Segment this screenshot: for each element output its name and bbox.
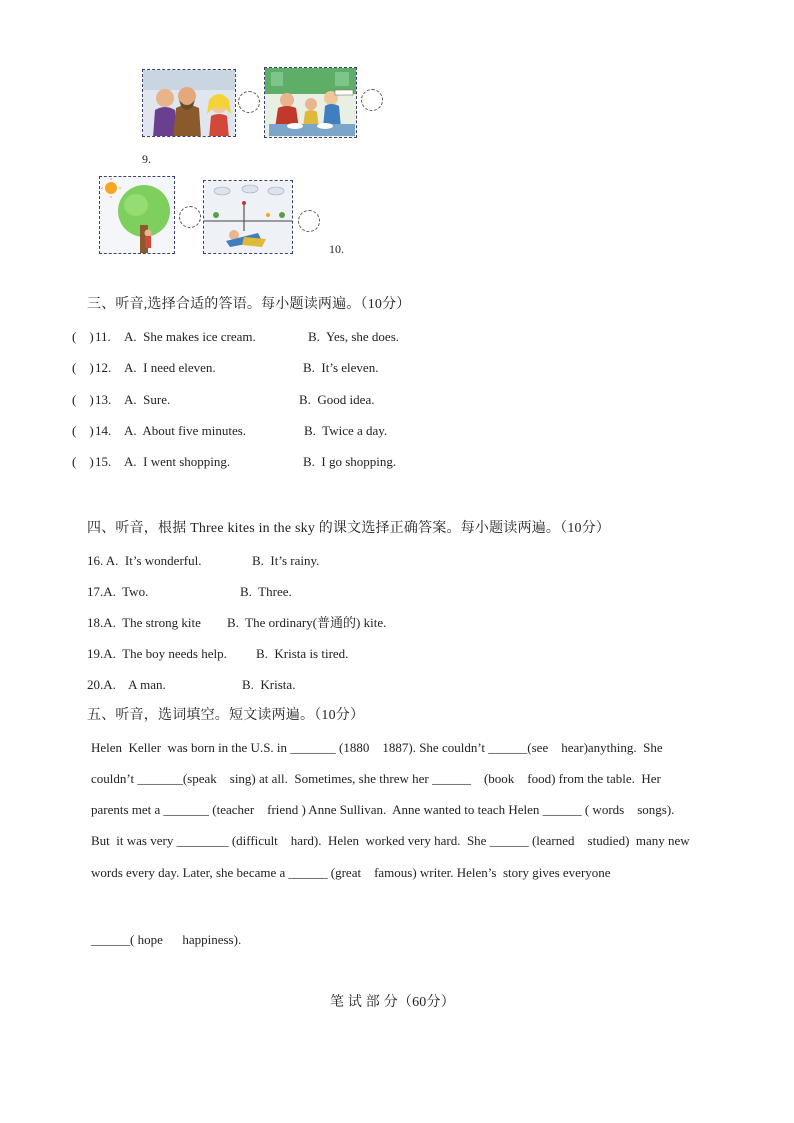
picture-tree-sun xyxy=(99,176,175,254)
picture-dinner-table xyxy=(264,67,357,138)
family-greeting-illustration xyxy=(143,70,236,137)
picture-family-greeting xyxy=(142,69,236,137)
q18-option-a: 18.A. The strong kite xyxy=(87,615,201,630)
q14-number: 14. xyxy=(95,423,112,438)
q15-option-a: A. I went shopping. xyxy=(124,454,231,469)
dinner-table-illustration xyxy=(265,68,357,138)
q15-option-b: B. I go shopping. xyxy=(303,454,397,469)
q15-bracket[interactable]: ( ) xyxy=(72,454,94,469)
q17-option-b: B. Three. xyxy=(240,584,292,599)
q14-option-a: A. About five minutes. xyxy=(124,423,247,438)
passage-line-1: Helen Keller was born in the U.S. in _______ (1880 1887). She couldn’t ______(see hear)anything. She xyxy=(91,740,663,755)
q13-option-b: B. Good idea. xyxy=(299,392,375,407)
q12-option-b: B. It’s eleven. xyxy=(303,360,379,375)
q11-option-a: A. She makes ice cream. xyxy=(124,329,256,344)
q19-option-b: B. Krista is tired. xyxy=(256,646,349,661)
section3-heading: 三、听音,选择合适的答语。每小题读两遍。（10分） xyxy=(87,297,411,312)
q12-bracket[interactable]: ( ) xyxy=(72,360,94,375)
q17-option-a: 17.A. Two. xyxy=(87,584,149,599)
section5-heading: 五、听音，选词填空。短文读两遍。（10分） xyxy=(87,708,365,723)
q13-number: 13. xyxy=(95,392,112,407)
written-part-title: 笔 试 部 分（60分） xyxy=(330,995,455,1010)
picture-park-play xyxy=(203,180,293,254)
answer-circle-pic3[interactable] xyxy=(179,206,201,228)
q20-option-a: 20.A. A man. xyxy=(87,677,166,692)
q11-number: 11. xyxy=(95,329,111,344)
answer-circle-pic4[interactable] xyxy=(298,210,320,232)
passage-line-5: words every day. Later, she became a ______ (great famous) writer. Helen’s story gives everyone xyxy=(91,865,611,880)
q13-option-a: A. Sure. xyxy=(124,392,171,407)
q20-option-b: B. Krista. xyxy=(242,677,296,692)
answer-circle-pic2[interactable] xyxy=(361,89,383,111)
q13-bracket[interactable]: ( ) xyxy=(72,392,94,407)
q11-bracket[interactable]: ( ) xyxy=(72,329,94,344)
q16-option-a: 16. A. It’s wonderful. xyxy=(87,553,202,568)
q12-number: 12. xyxy=(95,360,112,375)
q14-bracket[interactable]: ( ) xyxy=(72,423,94,438)
passage-line-4: But it was very ________ (difficult hard). Helen worked very hard. She ______ (learned studied) many new xyxy=(91,833,690,848)
q12-option-a: A. I need eleven. xyxy=(124,360,216,375)
section4-heading: 四、听音，根据 Three kites in the sky 的课文选择正确答案。每小题读两遍。（10分） xyxy=(87,521,611,536)
q16-option-b: B. It’s rainy. xyxy=(252,553,320,568)
passage-line-2: couldn’t _______(speak sing) at all. Sometimes, she threw her ______ (book food) from the table. Her xyxy=(91,771,661,786)
q18-option-b: B. The ordinary(普通的) kite. xyxy=(227,615,387,630)
tree-sun-illustration xyxy=(100,177,175,254)
question-number-9: 9. xyxy=(142,152,151,166)
answer-circle-pic1[interactable] xyxy=(238,91,260,113)
q15-number: 15. xyxy=(95,454,112,469)
q11-option-b: B. Yes, she does. xyxy=(308,329,400,344)
passage-line-3: parents met a _______ (teacher friend ) Anne Sullivan. Anne wanted to teach Helen ______ ( words songs). xyxy=(91,802,675,817)
q14-option-b: B. Twice a day. xyxy=(304,423,388,438)
question-number-10: 10. xyxy=(329,242,344,256)
park-play-illustration xyxy=(204,181,293,254)
passage-line-6: ______( hope happiness). xyxy=(91,932,242,947)
q19-option-a: 19.A. The boy needs help. xyxy=(87,646,227,661)
